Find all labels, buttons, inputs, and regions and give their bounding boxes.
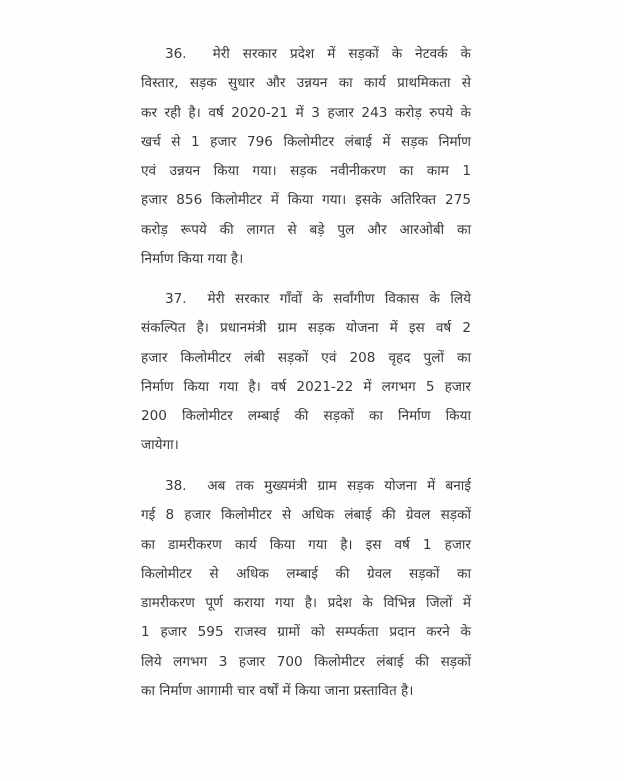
paragraph-line: डामरीकरण पूर्ण कराया गया है। प्रदेश के विभिन्न जिलों में <box>141 595 471 612</box>
paragraph-line: करोड़ रूपये की लागत से बड़े पुल और आरओबी का <box>141 221 471 238</box>
paragraph-line: एवं उन्नयन किया गया। सड़क नवीनीकरण का काम 1 <box>141 163 471 180</box>
paragraph-38 <box>141 472 471 706</box>
paragraph-number: 38. <box>165 478 187 494</box>
paragraph-line: हजार किलोमीटर लंबी सड़कों एवं 208 वृहद पुलों का <box>141 349 471 366</box>
paragraph-line: निर्माण किया गया है। वर्ष 2021-22 में लगभग 5 हजार <box>141 378 471 395</box>
paragraph-line: कर रही है। वर्ष 2020-21 में 3 हजार 243 करोड़ रुपये के <box>141 104 471 121</box>
paragraph-line: विस्तार, सड़क सुधार और उन्नयन का कार्य प्राथमिकता से <box>141 75 471 92</box>
paragraph-line: लिये लगभग 3 हजार 700 किलोमीटर लंबाई की सड़कों <box>141 653 471 670</box>
paragraph-line <box>141 40 471 69</box>
paragraph-number: 37. <box>165 291 187 307</box>
paragraph-37 <box>141 285 471 461</box>
paragraph-line <box>141 472 471 501</box>
line-text: अब तक मुख्यमंत्री ग्राम सड़क योजना में बनाई <box>207 478 471 494</box>
line-text: मेरी सरकार गाँवों के सर्वांगीण विकास के लिये <box>207 291 471 307</box>
paragraph-line <box>141 285 471 314</box>
paragraph-36 <box>141 40 471 274</box>
paragraph-line: खर्च से 1 हजार 796 किलोमीटर लंबाई में सड़क निर्माण <box>141 133 471 150</box>
paragraph-line: जायेगा। <box>141 437 179 454</box>
paragraph-line: किलोमीटर से अधिक लम्बाई की ग्रेवल सड़कों का <box>141 565 471 582</box>
line-text: मेरी सरकार प्रदेश में सड़कों के नेटवर्क के <box>212 46 471 62</box>
paragraph-line: का डामरीकरण कार्य किया गया है। इस वर्ष 1 हजार <box>141 536 471 553</box>
paragraph-line: संकल्पित है। प्रधानमंत्री ग्राम सड़क योजना में इस वर्ष 2 <box>141 320 471 337</box>
paragraph-line: हजार 856 किलोमीटर में किया गया। इसके अतिरिक्त 275 <box>141 192 471 209</box>
paragraph-line: 200 किलोमीटर लम्बाई की सड़कों का निर्माण किया <box>141 408 471 425</box>
paragraph-line: का निर्माण आगामी चार वर्षों में किया जाना प्रस्तावित है। <box>141 683 414 700</box>
paragraph-line: निर्माण किया गया है। <box>141 251 244 268</box>
paragraph-line: 1 हजार 595 राजस्व ग्रामों को सम्पर्कता प्रदान करने के <box>141 624 471 641</box>
paragraph-line: गई 8 हजार किलोमीटर से अधिक लंबाई की ग्रेवल सड़कों <box>141 507 471 524</box>
paragraph-number: 36. <box>165 46 187 62</box>
